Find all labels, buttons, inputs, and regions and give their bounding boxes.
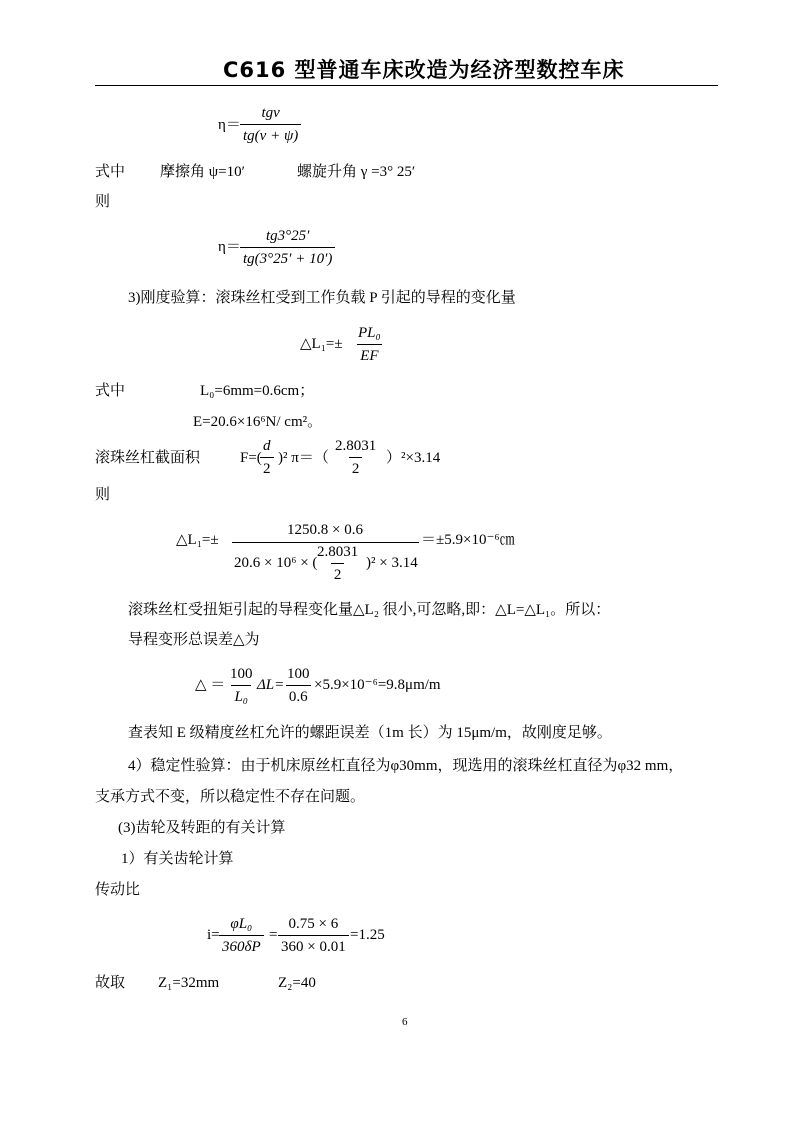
eq6-rhs: =1.25 xyxy=(350,927,385,943)
ze-2: 则 xyxy=(95,487,111,503)
eq3-numerator: PL₀ xyxy=(358,325,381,341)
eq5-mid: ΔL= xyxy=(257,677,285,693)
eq5-den-1: L₀ xyxy=(231,685,251,705)
area-pre: F=( xyxy=(240,450,262,466)
area-fraction-2 xyxy=(332,439,379,477)
stiffness-paragraph: 3)刚度验算：滚珠丝杠受到工作负载 P 引起的导程的变化量 xyxy=(128,290,516,306)
eq3-lhs: △L₁=± xyxy=(300,336,343,352)
area-label: 滚珠丝杠截面积 xyxy=(95,450,201,466)
eq6-fraction-2 xyxy=(278,917,349,955)
eq5-den-2: 0.6 xyxy=(286,685,311,705)
area-den-1: 2 xyxy=(260,457,274,477)
eq5-num-1: 100 xyxy=(230,666,253,682)
helix-angle: 螺旋升角 γ =3° 25′ xyxy=(297,164,416,180)
eq5-lhs: △ ＝ xyxy=(195,677,226,693)
eq1-numerator: tgv xyxy=(261,105,280,121)
eq5-rhs: ×5.9×10⁻⁶=9.8μm/m xyxy=(314,677,441,693)
eq5-fraction-2 xyxy=(284,667,313,705)
torque-paragraph: 滚珠丝杠受扭矩引起的导程变化量△L₂ 很小,可忽略,即：△L=△L₁。所以： xyxy=(128,602,611,618)
eq2-lhs: η＝ xyxy=(218,239,241,255)
area-num-1: d xyxy=(263,438,271,454)
eq5-num-2: 100 xyxy=(287,666,310,682)
shizhong-label-2: 式中 xyxy=(95,383,126,399)
eq6-fraction-1 xyxy=(219,917,264,955)
shizhong-label-1: 式中 xyxy=(95,164,126,180)
eq6-num-2: 0.75 × 6 xyxy=(288,916,339,932)
eq6-lhs: i= xyxy=(207,927,220,943)
page-number: 6 xyxy=(402,1016,408,1028)
eq3-fraction xyxy=(355,326,384,364)
area-num-2: 2.8031 xyxy=(335,438,377,454)
eq6-equals: = xyxy=(269,927,278,943)
eq3-denominator: EF xyxy=(357,344,381,364)
take-label: 故取 xyxy=(95,975,126,991)
eq4-den-fraction xyxy=(314,545,361,583)
ratio-label: 传动比 xyxy=(95,882,141,898)
friction-angle: 摩擦角 ψ=10′ xyxy=(160,164,245,180)
z2-value: Z₂=40 xyxy=(278,975,316,991)
eq1-fraction xyxy=(240,106,301,144)
eq2-fraction xyxy=(240,229,335,267)
modulus-value: E=20.6×16⁶N/ cm²。 xyxy=(193,414,323,430)
gear-section-heading: (3)齿轮及转距的有关计算 xyxy=(118,820,286,836)
eq1-lhs: η＝ xyxy=(218,117,241,133)
eq6-num-1: φL₀ xyxy=(230,916,253,932)
eq4-den-num: 2.8031 xyxy=(317,544,359,560)
eq2-numerator: tg3°25′ xyxy=(265,228,310,244)
stability-paragraph-1: 4）稳定性验算：由于机床原丝杠直径为φ30mm，现选用的滚珠丝杠直径为φ32 mm， xyxy=(128,758,684,774)
eq5-fraction-1 xyxy=(227,667,256,705)
eq6-den-2: 360 × 0.01 xyxy=(278,935,349,955)
eq4-numerator: 1250.8 × 0.6 xyxy=(287,522,363,538)
area-den-2: 2 xyxy=(349,457,363,477)
eq6-den-1: 360δP xyxy=(219,935,264,955)
z1-value: Z₁=32mm xyxy=(158,975,220,991)
eq4-fraction-bar xyxy=(232,542,419,543)
stability-paragraph-2: 支承方式不变，所以稳定性不存在问题。 xyxy=(95,789,366,805)
area-post: ）²×3.14 xyxy=(386,450,441,466)
eq4-den-b: )² × 3.14 xyxy=(366,555,418,571)
header-rule xyxy=(95,85,718,86)
eq4-rhs: ＝±5.9×10⁻⁶㎝ xyxy=(421,532,515,548)
eq4-den-den: 2 xyxy=(331,563,345,583)
lead-value: L₀=6mm=0.6cm； xyxy=(200,383,315,399)
area-fraction-1 xyxy=(260,439,274,477)
eq4-den-a: 20.6 × 10⁶ × ( xyxy=(234,555,318,571)
ze-1: 则 xyxy=(95,194,111,210)
eq1-denominator: tg(v + ψ) xyxy=(240,124,301,144)
total-error-paragraph: 导程变形总误差△为 xyxy=(128,632,260,648)
area-mid: )² π＝（ xyxy=(278,450,329,466)
table-paragraph: 查表知 E 级精度丝杠允许的螺距误差（1m 长）为 15μm/m，故刚度足够。 xyxy=(128,725,612,741)
eq4-lhs: △L₁=± xyxy=(176,532,219,548)
eq2-denominator: tg(3°25′ + 10′) xyxy=(240,247,335,267)
gear-subheading: 1）有关齿轮计算 xyxy=(121,851,234,867)
page-title: C616 型普通车床改造为经济型数控车床 xyxy=(223,58,625,82)
